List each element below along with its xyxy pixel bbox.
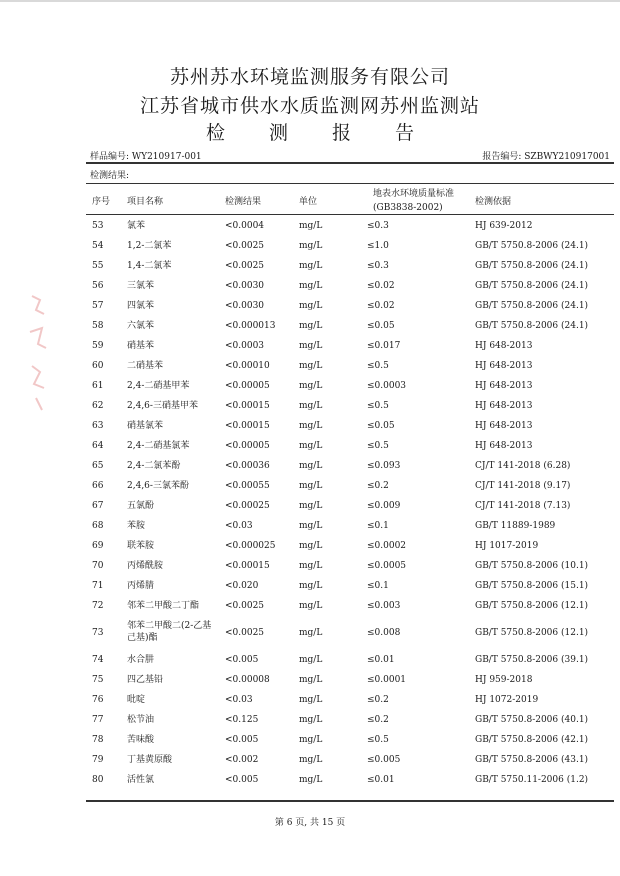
cell-result: <0.005 [225,775,259,785]
cell-unit: mg/L [299,301,323,311]
cell-unit: mg/L [299,655,323,665]
table-row [86,476,614,496]
cell-standard: ≤0.017 [367,341,401,351]
divider [86,183,614,184]
cell-result: <0.125 [225,715,259,725]
cell-no: 56 [92,281,104,291]
page-number: 第 6 页, 共 15 页 [274,818,346,828]
cell-standard: ≤0.01 [367,775,395,785]
cell-no: 54 [92,241,104,251]
divider [86,162,614,164]
cell-basis: GB/T 5750.8-2006 (12.1) [475,601,589,611]
cell-unit: mg/L [299,735,323,745]
cell-unit: mg/L [299,561,323,571]
cell-item: 邻苯二甲酸二(2-乙基己基)酯 [127,621,212,643]
cell-standard: ≤1.0 [367,241,389,251]
cell-no: 75 [92,675,104,685]
cell-standard: ≤0.093 [367,461,401,471]
cell-item: 邻苯二甲酸二丁酯 [127,601,200,611]
cell-basis: GB/T 5750.8-2006 (43.1) [475,755,589,765]
cell-item: 四乙基铅 [127,675,164,685]
table-row [86,576,614,596]
cell-item: 2,4-二氯苯酚 [127,461,181,471]
cell-no: 73 [92,628,104,638]
col-header-standard: 地表水环境质量标准(GB3838-2002) [373,189,455,213]
cell-standard: ≤0.2 [367,695,389,705]
cell-basis: GB/T 5750.8-2006 (24.1) [475,261,589,271]
cell-basis: GB/T 5750.8-2006 (10.1) [475,561,589,571]
cell-unit: mg/L [299,755,323,765]
cell-basis: HJ 1017-2019 [475,541,539,551]
cell-unit: mg/L [299,601,323,611]
col-header-basis: 检测依据 [475,197,512,207]
cell-standard: ≤0.05 [367,321,395,331]
cell-no: 53 [92,221,104,231]
cell-no: 63 [92,421,104,431]
results-label: 检测结果: [90,171,130,181]
cell-result: <0.00015 [225,421,270,431]
cell-basis: GB/T 5750.8-2006 (24.1) [475,281,589,291]
report-title-char: 报 [332,122,352,144]
cell-basis: HJ 1072-2019 [475,695,539,705]
table-row [86,276,614,296]
cell-basis: GB/T 5750.8-2006 (39.1) [475,655,589,665]
col-header-unit: 单位 [299,197,318,207]
cell-unit: mg/L [299,441,323,451]
cell-no: 55 [92,261,104,271]
cell-unit: mg/L [299,381,323,391]
cell-standard: ≤0.0002 [367,541,407,551]
cell-item: 1,4-二氯苯 [127,261,172,271]
cell-standard: ≤0.2 [367,481,389,491]
cell-result: <0.00005 [225,441,270,451]
cell-standard: ≤0.01 [367,655,395,665]
cell-basis: GB/T 5750.8-2006 (40.1) [475,715,589,725]
cell-basis: GB/T 5750.11-2006 (1.2) [475,775,589,785]
cell-no: 58 [92,321,104,331]
cell-no: 68 [92,521,104,531]
cell-basis: GB/T 5750.8-2006 (15.1) [475,581,589,591]
cell-standard: ≤0.3 [367,221,389,231]
cell-unit: mg/L [299,695,323,705]
cell-standard: ≤0.1 [367,581,389,591]
cell-standard: ≤0.009 [367,501,401,511]
cell-item: 苦味酸 [127,735,155,745]
table-row [86,396,614,416]
cell-item: 吡啶 [127,695,146,705]
cell-no: 59 [92,341,104,351]
divider [86,214,614,215]
cell-standard: ≤0.008 [367,628,401,638]
cell-result: <0.00008 [225,675,270,685]
cell-standard: ≤0.003 [367,601,401,611]
cell-basis: HJ 648-2013 [475,361,533,371]
cell-unit: mg/L [299,261,323,271]
cell-item: 联苯胺 [127,541,155,551]
cell-item: 1,2-二氯苯 [127,241,172,251]
cell-item: 硝基氯苯 [127,421,164,431]
cell-basis: HJ 648-2013 [475,421,533,431]
divider [86,800,614,802]
cell-unit: mg/L [299,715,323,725]
sample-number: 样品编号: WY210917-001 [90,152,202,162]
table-row [86,336,614,356]
cell-item: 2,4-二硝基氯苯 [127,441,190,451]
report-title-char: 测 [268,122,288,144]
cell-standard: ≤0.0005 [367,561,407,571]
table-row [86,516,614,536]
cell-unit: mg/L [299,775,323,785]
cell-result: <0.020 [225,581,259,591]
cell-item: 丙烯腈 [127,581,155,591]
table-row [86,536,614,556]
cell-basis: HJ 639-2012 [475,221,533,231]
table-row [86,616,614,650]
cell-result: <0.000025 [225,541,276,551]
cell-item: 2,4-二硝基甲苯 [127,381,190,391]
cell-unit: mg/L [299,321,323,331]
table-row [86,416,614,436]
cell-no: 72 [92,601,104,611]
cell-basis: GB/T 5750.8-2006 (42.1) [475,735,589,745]
cell-unit: mg/L [299,241,323,251]
cell-item: 丁基黄原酸 [127,755,173,765]
cell-result: <0.0030 [225,301,265,311]
cell-no: 65 [92,461,104,471]
cell-basis: HJ 648-2013 [475,381,533,391]
table-row [86,730,614,750]
cell-item: 六氯苯 [127,321,155,331]
cell-item: 五氯酚 [127,501,155,511]
cell-standard: ≤0.5 [367,361,389,371]
cell-unit: mg/L [299,361,323,371]
cell-result: <0.0030 [225,281,265,291]
cell-result: <0.0025 [225,261,265,271]
table-row [86,216,614,236]
cell-standard: ≤0.5 [367,441,389,451]
table-row [86,750,614,770]
cell-item: 活性氯 [127,775,155,785]
cell-no: 67 [92,501,104,511]
cell-standard: ≤0.0003 [367,381,407,391]
cell-result: <0.0025 [225,601,265,611]
table-row [86,650,614,670]
cell-unit: mg/L [299,521,323,531]
cell-basis: CJ/T 141-2018 (6.28) [475,461,571,471]
table-row [86,316,614,336]
cell-unit: mg/L [299,341,323,351]
cell-standard: ≤0.5 [367,401,389,411]
cell-result: <0.00005 [225,381,270,391]
table-row [86,236,614,256]
cell-standard: ≤0.005 [367,755,401,765]
cell-basis: CJ/T 141-2018 (7.13) [475,501,571,511]
cell-basis: GB/T 5750.8-2006 (24.1) [475,301,589,311]
table-row [86,296,614,316]
cell-item: 硝基苯 [127,341,155,351]
report-number: 报告编号: SZBWY210917001 [482,152,610,162]
cell-no: 70 [92,561,104,571]
cell-result: <0.0025 [225,241,265,251]
cell-basis: GB/T 5750.8-2006 (24.1) [475,241,589,251]
cell-basis: GB/T 5750.8-2006 (24.1) [475,321,589,331]
cell-unit: mg/L [299,541,323,551]
report-title-char: 检 [205,122,225,144]
table-row [86,770,614,790]
col-header-item: 项目名称 [127,197,164,207]
cell-result: <0.03 [225,521,253,531]
cell-no: 78 [92,735,104,745]
table-row [86,710,614,730]
table-row [86,256,614,276]
table-row [86,556,614,576]
cell-basis: HJ 648-2013 [475,341,533,351]
cell-unit: mg/L [299,461,323,471]
table-row [86,456,614,476]
cell-no: 76 [92,695,104,705]
table-row [86,496,614,516]
cell-result: <0.0004 [225,221,265,231]
cell-result: <0.000013 [225,321,276,331]
cell-result: <0.00015 [225,561,270,571]
cell-item: 水合肼 [127,655,155,665]
cell-item: 三氯苯 [127,281,155,291]
cell-no: 79 [92,755,104,765]
cell-item: 2,4,6-三氯苯酚 [127,481,189,491]
cell-no: 64 [92,441,104,451]
cell-no: 57 [92,301,104,311]
cell-item: 氯苯 [127,221,146,231]
cell-no: 74 [92,655,104,665]
cell-no: 61 [92,381,104,391]
cell-unit: mg/L [299,421,323,431]
cell-no: 60 [92,361,104,371]
cell-item: 松节油 [127,715,155,725]
report-title-char: 告 [395,122,415,144]
cell-result: <0.00010 [225,361,270,371]
table-row [86,670,614,690]
cell-unit: mg/L [299,581,323,591]
cell-result: <0.00025 [225,501,270,511]
cell-unit: mg/L [299,221,323,231]
cell-item: 苯胺 [127,521,146,531]
page-edge [0,0,620,2]
cell-unit: mg/L [299,281,323,291]
cell-result: <0.0025 [225,628,265,638]
cell-no: 62 [92,401,104,411]
table-row [86,356,614,376]
cell-basis: GB/T 11889-1989 [475,521,556,531]
cell-standard: ≤0.0001 [367,675,407,685]
table-row [86,376,614,396]
cell-basis: GB/T 5750.8-2006 (12.1) [475,628,589,638]
cell-result: <0.00036 [225,461,270,471]
report-title [0,118,620,145]
cell-item: 丙烯酰胺 [127,561,164,571]
table-row [86,596,614,616]
station-title: 江苏省城市供水水质监测网苏州监测站 [139,95,480,117]
cell-standard: ≤0.05 [367,421,395,431]
cell-result: <0.005 [225,655,259,665]
cell-standard: ≤0.2 [367,715,389,725]
cell-result: <0.00055 [225,481,270,491]
cell-unit: mg/L [299,401,323,411]
cell-result: <0.00015 [225,401,270,411]
cell-standard: ≤0.1 [367,521,389,531]
col-header-result: 检测结果 [225,197,262,207]
cell-basis: CJ/T 141-2018 (9.17) [475,481,571,491]
cell-no: 66 [92,481,104,491]
cell-item: 2,4,6-三硝基甲苯 [127,401,198,411]
cell-item: 四氯苯 [127,301,155,311]
company-title: 苏州苏水环境监测服务有限公司 [169,66,450,88]
cell-no: 80 [92,775,104,785]
cell-standard: ≤0.02 [367,281,395,291]
seal-fragment-icon [26,288,50,418]
cell-no: 69 [92,541,104,551]
cell-unit: mg/L [299,501,323,511]
cell-unit: mg/L [299,675,323,685]
cell-standard: ≤0.5 [367,735,389,745]
cell-item: 二硝基苯 [127,361,164,371]
cell-no: 77 [92,715,104,725]
cell-result: <0.03 [225,695,253,705]
cell-result: <0.0003 [225,341,265,351]
cell-no: 71 [92,581,104,591]
cell-unit: mg/L [299,628,323,638]
cell-standard: ≤0.02 [367,301,395,311]
cell-basis: HJ 648-2013 [475,401,533,411]
col-header-no: 序号 [92,197,111,207]
cell-standard: ≤0.3 [367,261,389,271]
table-row [86,436,614,456]
cell-result: <0.002 [225,755,259,765]
table-row [86,690,614,710]
cell-unit: mg/L [299,481,323,491]
cell-result: <0.005 [225,735,259,745]
cell-basis: HJ 959-2018 [475,675,533,685]
cell-basis: HJ 648-2013 [475,441,533,451]
